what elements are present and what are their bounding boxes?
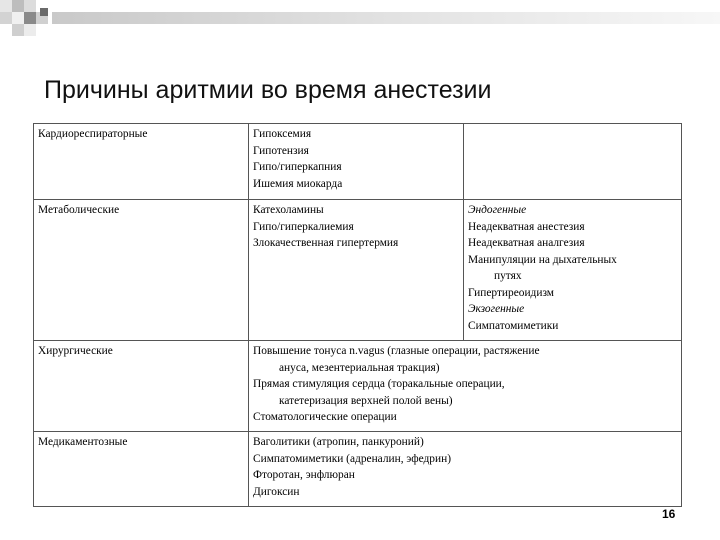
cause-item: Катехоламины <box>253 204 324 216</box>
slide-title: Причины аритмии во время анестезии <box>44 76 492 104</box>
cause-item: Гипо/гиперкалиемия <box>253 220 354 233</box>
extra-cell <box>464 124 682 200</box>
category-label: Кардиореспираторные <box>38 128 148 140</box>
extra-cell <box>464 200 682 341</box>
category-label: Метаболические <box>38 204 120 216</box>
causes-cell <box>249 341 682 432</box>
cause-item: Дигоксин <box>253 485 300 498</box>
cause-item: Ваголитики (атропин, панкуроний) <box>253 436 424 448</box>
cause-item: Неадекватная аналгезия <box>468 237 585 249</box>
causes-cell <box>249 124 464 200</box>
cause-item-continuation: путях <box>494 270 522 282</box>
category-cell <box>34 341 249 432</box>
category-cell <box>34 124 249 200</box>
causes-table <box>33 123 682 507</box>
table-row <box>34 200 682 341</box>
category-cell <box>34 432 249 507</box>
cause-item: Гипо/гиперкапния <box>253 161 342 173</box>
subheading-endogenous: Эндогенные <box>468 204 527 216</box>
cause-item: Манипуляции на дыхательных <box>468 253 617 266</box>
cause-item: Симпатомиметики (адреналин, эфедрин) <box>253 452 451 465</box>
category-label: Хирургические <box>38 345 113 357</box>
cause-item: Фторотан, энфлюран <box>253 469 355 481</box>
table-row <box>34 432 682 507</box>
subheading-exogenous: Экзогенные <box>468 303 525 315</box>
table-row <box>34 124 682 200</box>
cause-item: Гипертиреоидизм <box>468 286 554 299</box>
cause-item: Злокачественная гипертермия <box>253 237 399 249</box>
page-number: 16 <box>662 507 676 521</box>
cause-item-continuation: ануса, мезентериальная тракция) <box>279 361 440 374</box>
cause-item: Стоматологические операции <box>253 411 397 423</box>
cause-item-continuation: катетеризация верхней полой вены) <box>279 394 453 407</box>
causes-cell <box>249 200 464 341</box>
cause-item: Гипотензия <box>253 144 309 157</box>
cause-item: Повышение тонуса n.vagus (глазные операции, растяжение <box>253 345 540 357</box>
cause-item: Неадекватная анестезия <box>468 220 585 233</box>
cause-item: Симпатомиметики <box>468 319 559 332</box>
top-decoration <box>0 0 720 40</box>
table-row <box>34 341 682 432</box>
causes-cell <box>249 432 682 507</box>
category-cell <box>34 200 249 341</box>
cause-item: Прямая стимуляция сердца (торакальные операции, <box>253 378 505 390</box>
cause-item: Ишемия миокарда <box>253 177 343 190</box>
category-label: Медикаментозные <box>38 436 128 448</box>
cause-item: Гипоксемия <box>253 128 312 140</box>
